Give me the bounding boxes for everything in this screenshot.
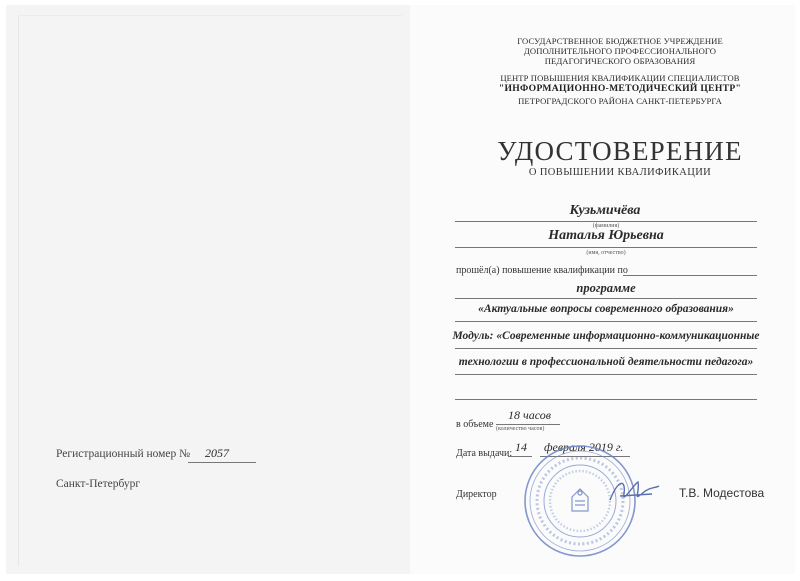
volume-label: в объеме <box>456 419 494 430</box>
passed-underline <box>623 275 757 276</box>
module-line-2: технологии в профессиональной деятельности педагога» <box>458 356 754 368</box>
volume-caption: (количество часов) <box>496 426 545 432</box>
org-line-2: ДОПОЛНИТЕЛЬНОГО ПРОФЕССИОНАЛЬНОГО <box>523 46 717 56</box>
issue-label: Дата выдачи: <box>456 448 513 459</box>
empty-underline <box>455 399 757 400</box>
passed-label: прошёл(а) повышение квалификации по <box>456 265 628 276</box>
program-word: программе <box>576 281 636 295</box>
registration-underline <box>188 462 256 463</box>
org-line-3: ПЕДАГОГИЧЕСКОГО ОБРАЗОВАНИЯ <box>544 56 696 66</box>
director-label: Директор <box>456 489 497 500</box>
issue-day: 14 <box>515 440 527 454</box>
module-line-2-underline <box>455 374 757 375</box>
issue-month-year: февраля 2019 г. <box>544 440 624 454</box>
registration-number: 2057 <box>205 446 229 460</box>
registration-label: Регистрационный номер № <box>56 448 191 460</box>
center-line-3: ПЕТРОГРАДСКОГО РАЙОНА САНКТ-ПЕТЕРБУРГА <box>518 96 722 106</box>
name-underline <box>455 247 757 248</box>
org-line-1: ГОСУДАРСТВЕННОЕ БЮДЖЕТНОЕ УЧРЕЖДЕНИЕ <box>517 36 723 46</box>
name-caption: (имя, отчество) <box>586 250 626 256</box>
surname-underline <box>455 221 757 222</box>
city-label: Санкт-Петербург <box>56 478 141 490</box>
surname-caption: (фамилия) <box>592 223 620 229</box>
program-word-underline <box>455 298 757 299</box>
volume-underline <box>496 424 560 425</box>
volume-hours: 18 часов <box>508 408 551 422</box>
surname-value: Кузьмичёва <box>569 203 641 218</box>
director-name: Т.В. Модестова <box>679 486 765 500</box>
program-title: «Актуальные вопросы современного образования» <box>478 303 734 315</box>
name-value: Наталья Юрьевна <box>548 228 664 243</box>
center-line-1: ЦЕНТР ПОВЫШЕНИЯ КВАЛИФИКАЦИИ СПЕЦИАЛИСТОВ <box>500 73 740 83</box>
center-name: "ИНФОРМАЦИОННО-МЕТОДИЧЕСКИЙ ЦЕНТР" <box>498 83 742 94</box>
document-subtitle: О ПОВЫШЕНИИ КВАЛИФИКАЦИИ <box>528 167 712 178</box>
module-line-1: Модуль: «Современные информационно-коммуникационные <box>452 330 760 342</box>
document-title: УДОСТОВЕРЕНИЕ <box>497 136 743 166</box>
module-line-1-underline <box>455 348 757 349</box>
program-title-underline <box>455 321 757 322</box>
director-signature <box>604 474 664 508</box>
